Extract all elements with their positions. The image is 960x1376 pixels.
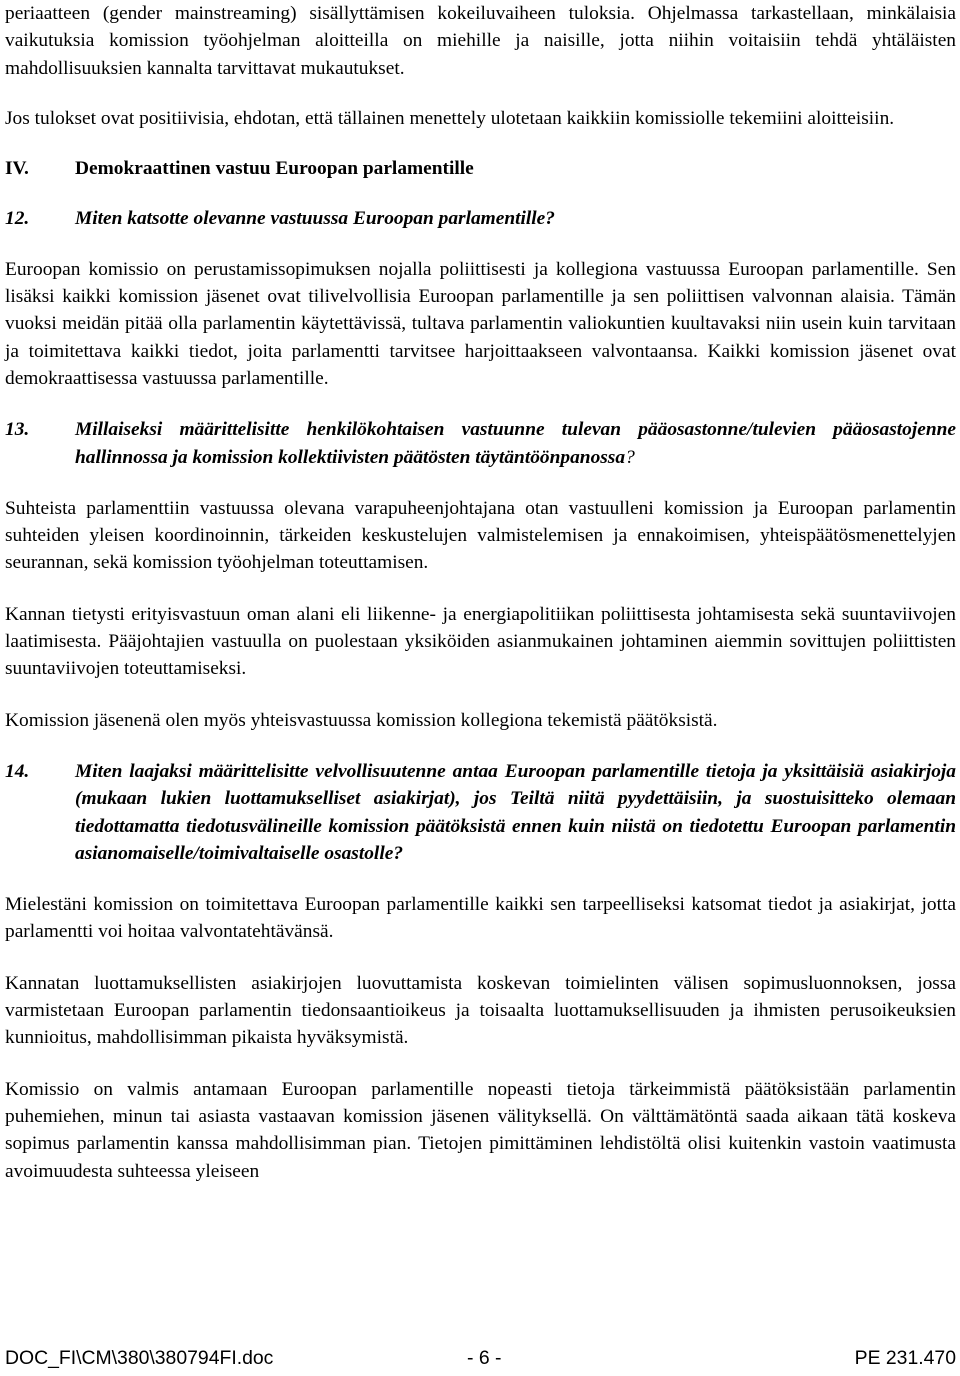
question-14 (5, 758, 956, 867)
footer-page-number: - 6 - (467, 1347, 502, 1369)
footer-pe-reference: PE 231.470 (854, 1347, 956, 1369)
page-footer (5, 1344, 956, 1372)
section-heading (5, 155, 956, 182)
answer-14-paragraph-3: Komissio on valmis antamaan Euroopan parlamentille nopeasti tietoja tärkeimmistä päätöksistään parlamentin puhemiehen, minun tai asiasta vastaavan komission jäsenen välityksellä. On välttämätöntä saada aikaan tätä koskeva sopimus parlamentin kanssa mahdollisimman pian. Tietojen pimittäminen lehdistöltä olisi kuitenkin vastoin vaatimusta avoimuudesta suhteessa yleiseen (5, 1078, 956, 1182)
question-13 (5, 416, 956, 471)
intro-paragraph-1: periaatteen (gender mainstreaming) sisällyttämisen kokeiluvaiheen tuloksia. Ohjelmassa tarkastellaan, minkälaisia vaikutuksia komission työohjelman aloitteilla on miehille ja naisille, jotta niihin voitaisiin tehdä yhtäläisten mahdollisuuksien kannalta tarvittavat mukautukset. (5, 3, 956, 79)
footer-document-reference: DOC_FI\CM\380\380794FI.doc (5, 1347, 274, 1369)
intro-paragraph-2: Jos tulokset ovat positiivisia, ehdotan, että tällainen menettely ulotetaan kaikkiin komissiolle tekemiini aloitteisiin. (5, 107, 895, 129)
section-title: Demokraattinen vastuu Euroopan parlamentille (75, 158, 474, 180)
question-14-number: 14. (5, 760, 30, 782)
answer-12: Euroopan komissio on perustamissopimuksen nojalla poliittisesti ja kollegiona vastuussa Euroopan parlamentille. Sen lisäksi kaikki komission jäsenet ovat tilivelvollisia Euroopan parlamentille ja sen poliittisen valvonnan alaisia. Tämän vuoksi meidän pitää olla parlamentin käytettävissä, tultava parlamentin valiokuntien kuultavaksi niin usein kuin tarvitaan ja toimitettava kaikki tiedot, joita parlamentti tarvitsee harjoittaakseen valvontaansa. Kaikki komission jäsenet ovat demokraattisessa vastuussa parlamentille. (5, 258, 956, 389)
question-12-text: Miten katsotte olevanne vastuussa Euroopan parlamentille? (75, 208, 555, 230)
answer-14-paragraph-1: Mielestäni komission on toimitettava Euroopan parlamentille kaikki sen tarpeelliseksi katsomat tiedot ja asiakirjat, jotta parlamentti voi hoitaa valvontatehtävänsä. (5, 894, 956, 943)
question-13-text (75, 416, 956, 471)
question-13-number: 13. (5, 419, 30, 441)
question-14-text: Miten laajaksi määrittelisitte velvollisuutenne antaa Euroopan parlamentille tietoja ja yksittäisiä asiakirjoja (mukaan lukien luottamukselliset asiakirjat), jos Teiltä niitä pyydettäisiin, ja suostuisitteko olemaan tiedottamatta tiedotusvälineille komission päätöksistä ennen kuin niistä on tiedotettu Euroopan parlamentin asianomaiselle/toimivaltaiselle osastolle? (75, 760, 956, 864)
document-page (5, 0, 956, 1185)
question-13-mark: ? (625, 446, 635, 468)
section-number: IV. (5, 158, 29, 180)
answer-14-paragraph-2: Kannatan luottamuksellisten asiakirjojen luovuttamista koskevan toimielinten välisen sopimusluonnoksen, jossa varmistetaan Euroopan parlamentin tiedonsaantioikeus ja toisaalta luottamuksellisuuden ja ihmisten perusoikeuksien kunnioitus, mahdollisimman pikaista hyväksymistä. (5, 972, 956, 1049)
question-12 (5, 205, 956, 232)
answer-13-paragraph-2: Kannan tietysti erityisvastuun oman alani eli liikenne- ja energiapolitiikan poliittisesta johtamisesta sekä suuntaviivojen laatimisesta. Pääjohtajien vastuulla on puolestaan yksiköiden asianmukainen johtaminen aiemmin sovittujen poliittisten suuntaviivojen toteuttamiseksi. (5, 603, 956, 680)
answer-13-paragraph-3: Komission jäsenenä olen myös yhteisvastuussa komission kollegiona tekemistä päätöksistä. (5, 709, 718, 731)
question-12-number: 12. (5, 208, 30, 230)
question-13-body: Millaiseksi määrittelisitte henkilökohtaisen vastuunne tulevan pääosastonne/tulevien pääosastojenne hallinnossa ja komission kollektiivisten päätösten täytäntöönpanossa (75, 419, 956, 468)
answer-13-paragraph-1: Suhteista parlamenttiin vastuussa olevana varapuheenjohtajana otan vastuulleni komission ja Euroopan parlamentin suhteiden yleisen koordinoinnin, tärkeiden keskustelujen valmistelemisen ja ennakoimisen, yhteispäätösmenettelyjen seurannan, sekä komission työohjelman toteuttamisen. (5, 497, 956, 574)
